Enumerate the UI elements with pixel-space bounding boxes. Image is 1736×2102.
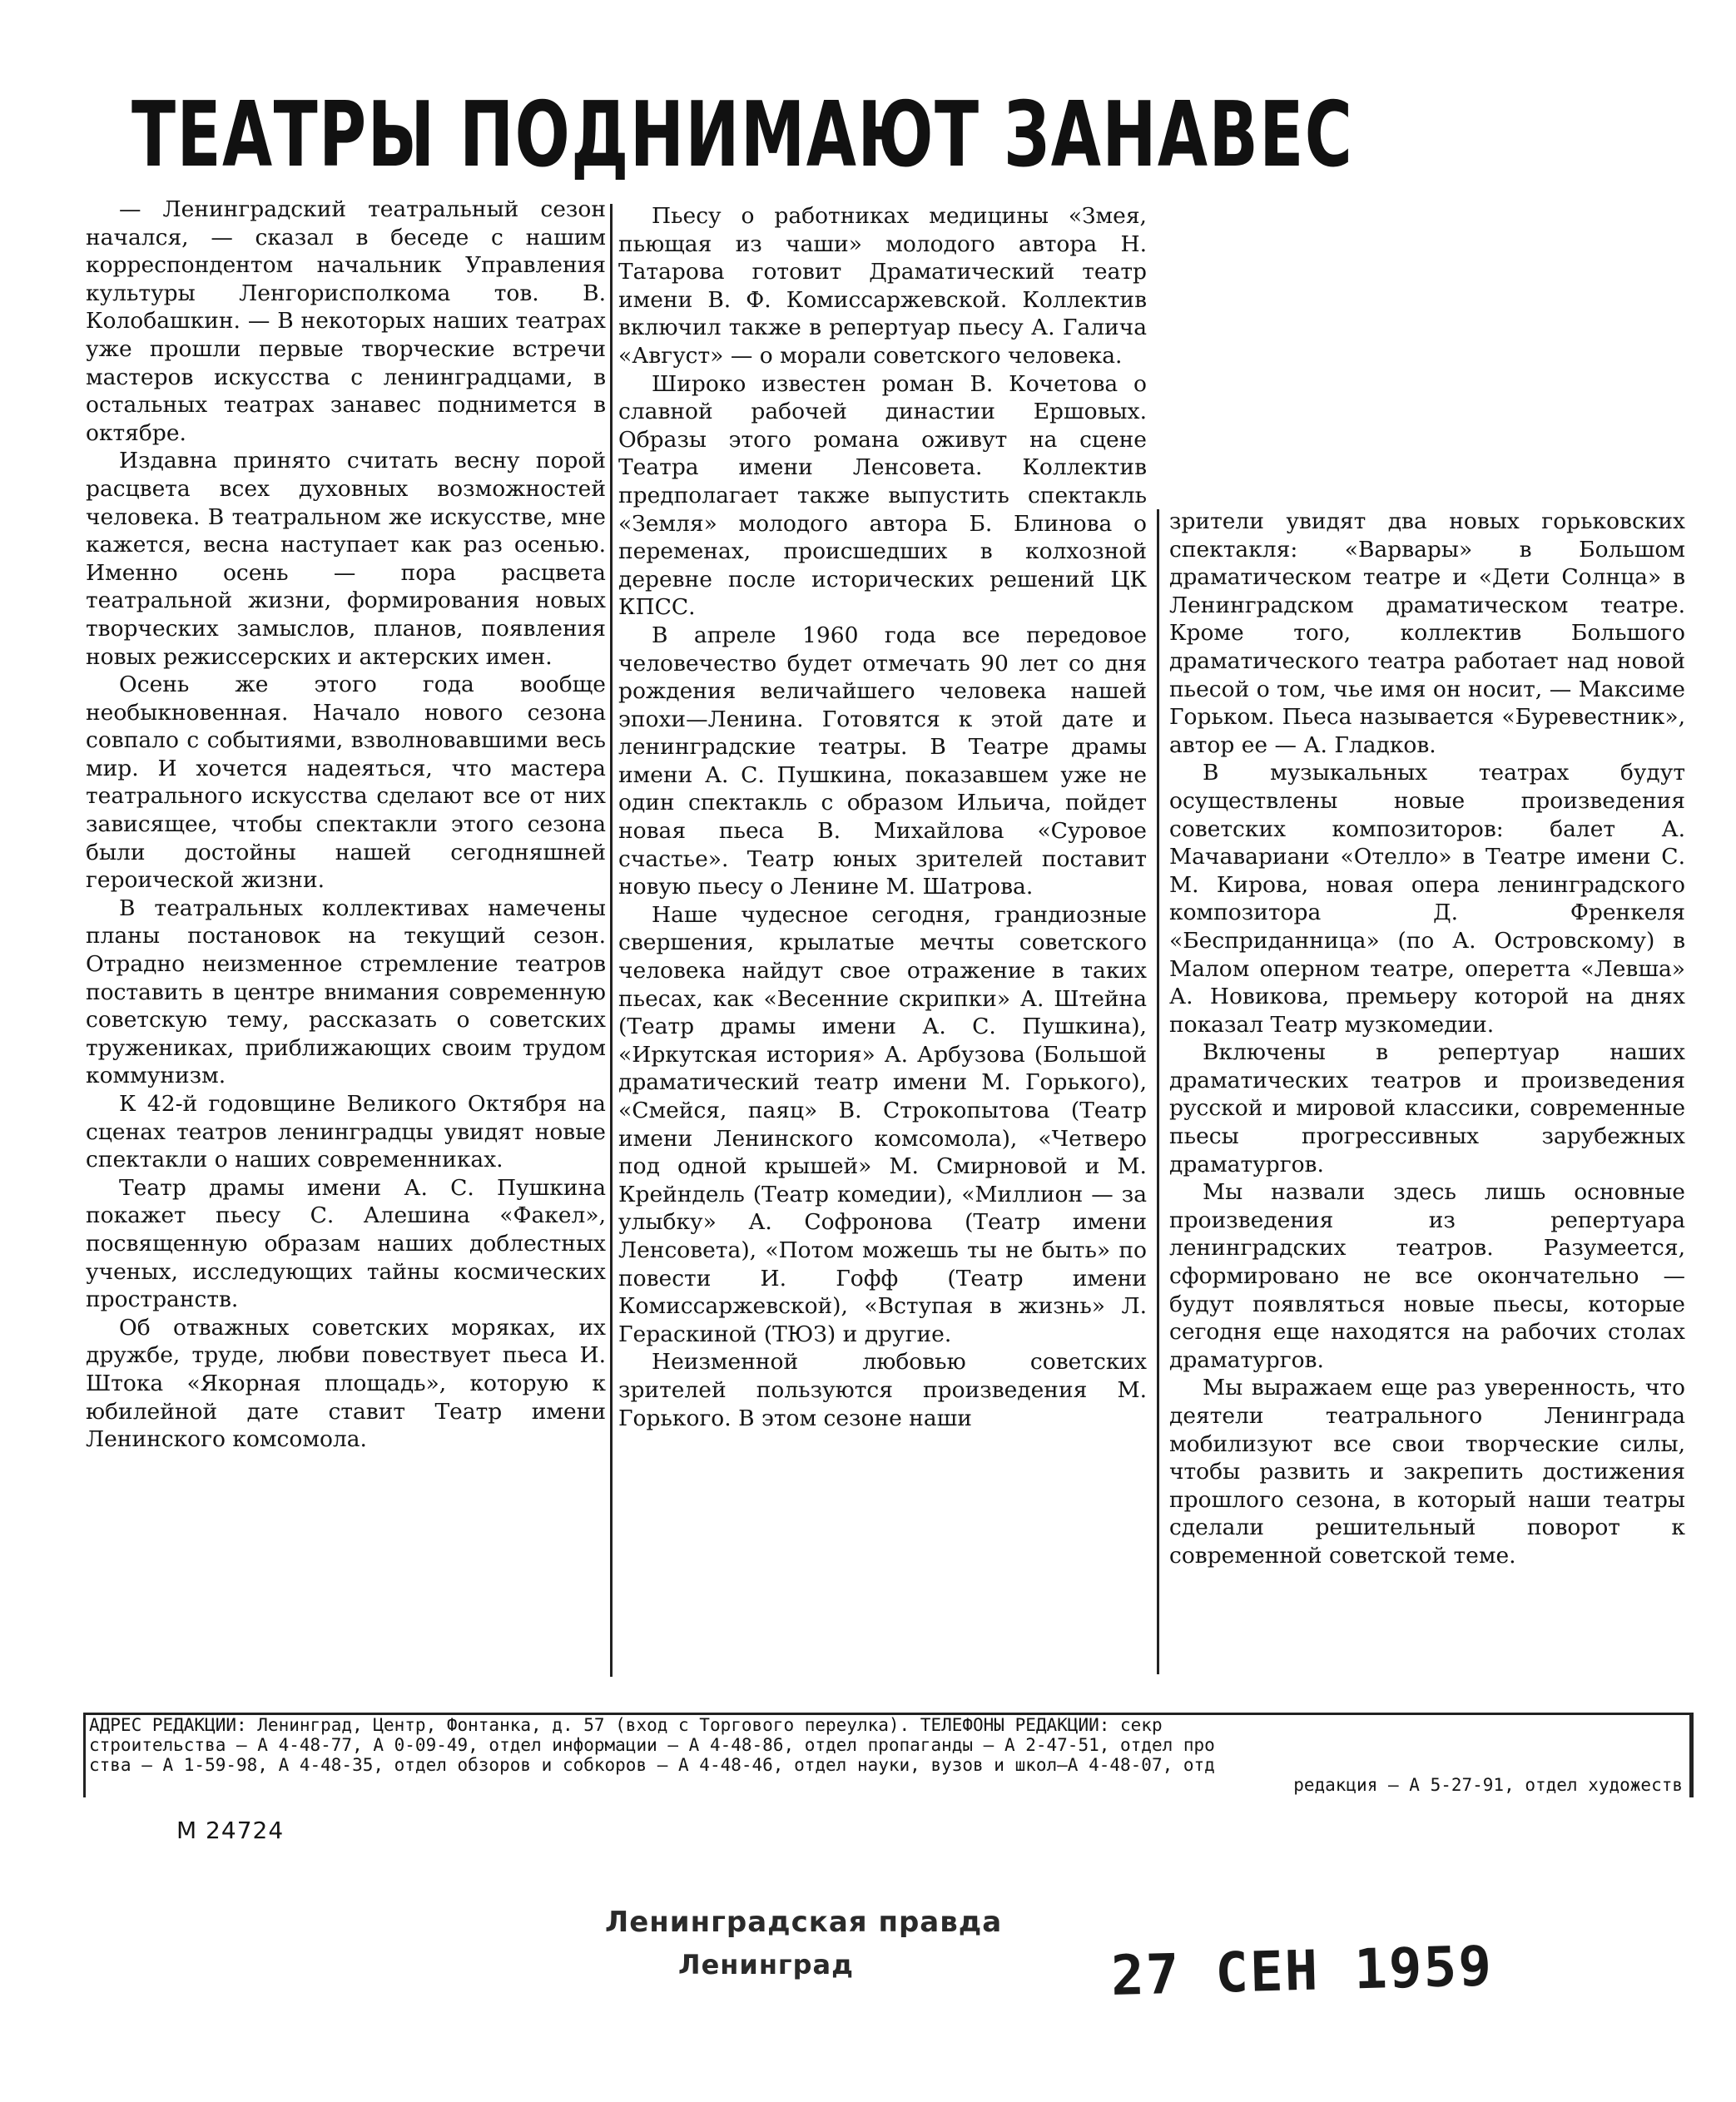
paragraph: Об отважных советских моряках, их дружбе, труде, любви повествует пьеса И. Штока «Якорная площадь», которую к юбилейной дате ставит Театр имени Ленинского комсомола.	[86, 1314, 606, 1453]
footer-line: строительства — А 4-48-77, А 0-09-49, отдел информации — А 4-48-86, отдел пропаганды — А 2-47-51, отдел про	[89, 1735, 1215, 1755]
paragraph: Театр драмы имени А. С. Пушкина покажет пьесу С. Алешина «Факел», посвященную образам наших доблестных ученых, исследующих тайны космических пространств.	[86, 1174, 606, 1313]
stamp-newspaper-name: Ленинградская правда	[605, 1906, 1003, 1939]
column-divider	[1157, 509, 1159, 1674]
article-column-1	[86, 196, 606, 1685]
paragraph: В театральных коллективах намечены планы постановок на текущий сезон. Отрадно неизменное стремление театров поставить в центре внимания современную советскую тему, рассказать о советских тружениках, приближающих своим трудом коммунизм.	[86, 895, 606, 1089]
paragraph: Наше чудесное сегодня, грандиозные свершения, крылатые мечты советского человека найдут свое отражение в таких пьесах, как «Весенние скрипки» А. Штейна (Театр драмы имени А. С. Пушкина), «Иркутская история» А. Арбузова (Большой драматический театр имени М. Горького), «Смейся, паяц» В. Строкопытова (Театр имени Ленинского комсомола), «Четверо под одной крышей» М. Смирновой и М. Крейндель (Театр комедии), «Миллион — за улыбку» А. Софронова (Театр имени Ленсовета), «Потом можешь ты не быть» по повести И. Гофф (Театр имени Комиссаржевской), «Вступая в жизнь» Л. Гераскиной (ТЮЗ) и другие.	[618, 901, 1147, 1347]
footer-line: редакция — А 5-27-91, отдел художеств	[1293, 1775, 1683, 1795]
footer-line: АДРЕС РЕДАКЦИИ: Ленинград, Центр, Фонтанка, д. 57 (вход с Торгового переулка). ТЕЛЕФОНЫ РЕДАКЦИИ: секр	[89, 1715, 1163, 1735]
stamp-date: 27 СЕН 1959	[1110, 1934, 1495, 2008]
publication-code: М 24724	[176, 1817, 285, 1844]
article-column-2	[618, 202, 1147, 1692]
paragraph: Пьесу о работниках медицины «Змея, пьющая из чаши» молодого автора Н. Татарова готовит Драматический театр имени В. Ф. Комиссаржевской. Коллектив включил также в репертуар пьесу А. Галича «Август» — о морали советского человека.	[618, 203, 1147, 369]
paragraph: В апреле 1960 года все передовое человечество будет отмечать 90 лет со дня рождения величайшего человека нашей эпохи—Ленина. Готовятся к этой дате и ленинградские театры. В Театре драмы имени А. С. Пушкина, показавшем уже не один спектакль с образом Ильича, пойдет новая пьеса В. Михайлова «Суровое счастье». Театр юных зрителей поставит новую пьесу о Ленине М. Шатрова.	[618, 622, 1147, 900]
paragraph: Неизменной любовью советских зрителей пользуются произведения М. Горького. В этом сезоне наши	[618, 1349, 1147, 1431]
paragraph: Включены в репертуар наших драматических театров и произведения русской и мировой классики, современные пьесы прогрессивных зарубежных драматургов.	[1169, 1039, 1685, 1177]
paragraph: зрители увидят два новых горьковских спектакля: «Варвары» в Большом драматическом театре и «Дети Солнца» в Ленинградском драматическом театре. Кроме того, коллектив Большого драматического театра работает над новой пьесой о том, чье имя он носит, — Максиме Горьком. Пьеса называется «Буревестник», автор ее — А. Гладков.	[1169, 508, 1685, 758]
headline: ТЕАТРЫ ПОДНИМАЮТ ЗАНАВЕС	[131, 83, 1354, 187]
footer-line: ства — А 1-59-98, А 4-48-35, отдел обзоров и собкоров — А 4-48-46, отдел науки, вузов и школ—А 4-48-07, отд	[89, 1755, 1215, 1775]
paragraph: К 42-й годовщине Великого Октября на сценах театров ленинградцы увидят новые спектакли о наших современниках.	[86, 1091, 606, 1173]
paragraph: — Ленинградский театральный сезон начался, — сказал в беседе с нашим корреспондентом начальник Управления культуры Ленгорисполкома тов. В. Колобашкин. — В некоторых наших театрах уже прошли первые творческие встречи мастеров искусства с ленинградцами, в остальных театрах занавес поднимется в октябре.	[86, 196, 606, 446]
paragraph: В музыкальных театрах будут осуществлены новые произведения советских композиторов: балет А. Мачавариани «Отелло» в Театре имени С. М. Кирова, новая опера ленинградского композитора Д. Френкеля «Бесприданница» (по А. Островскому) в Малом оперном театре, оперетта «Левша» А. Новикова, премьеру которой на днях показал Театр музкомедии.	[1169, 760, 1685, 1038]
paragraph: Мы назвали здесь лишь основные произведения из репертуара ленинградских театров. Разумеется, сформировано не все окончательно — будут появляться новые пьесы, которые сегодня еще находятся на рабочих столах драматургов.	[1169, 1179, 1685, 1373]
paragraph: Широко известен роман В. Кочетова о славной рабочей династии Ершовых. Образы этого романа оживут на сцене Театра имени Ленсовета. Коллектив предполагает также выпустить спектакль «Земля» молодого автора Б. Блинова о переменах, происшедших в колхозной деревне после исторических решений ЦК КПСС.	[618, 370, 1147, 621]
paragraph: Мы выражаем еще раз уверенность, что деятели театрального Ленинграда мобилизуют все свои творческие силы, чтобы развить и закрепить достижения прошлого сезона, в который наши театры сделали решительный поворот к современной советской теме.	[1169, 1375, 1685, 1569]
stamp-city: Ленинград	[678, 1949, 854, 1981]
column-divider	[610, 204, 613, 1677]
paragraph: Осень же этого года вообще необыкновенная. Начало нового сезона совпало с событиями, взволновавшими весь мир. И хочется надеяться, что мастера театрального искусства сделают все от них зависящее, чтобы спектакли этого сезона были достойны нашей сегодняшней героической жизни.	[86, 672, 606, 894]
editorial-address-box	[83, 1713, 1694, 1797]
article-column-3	[1169, 508, 1685, 1693]
paragraph: Издавна принято считать весну порой расцвета всех духовных возможностей человека. В театральном же искусстве, мне кажется, весна наступает как раз осенью. Именно осень — пора расцвета театральной жизни, формирования новых творческих замыслов, планов, появления новых режиссерских и актерских имен.	[86, 448, 606, 670]
